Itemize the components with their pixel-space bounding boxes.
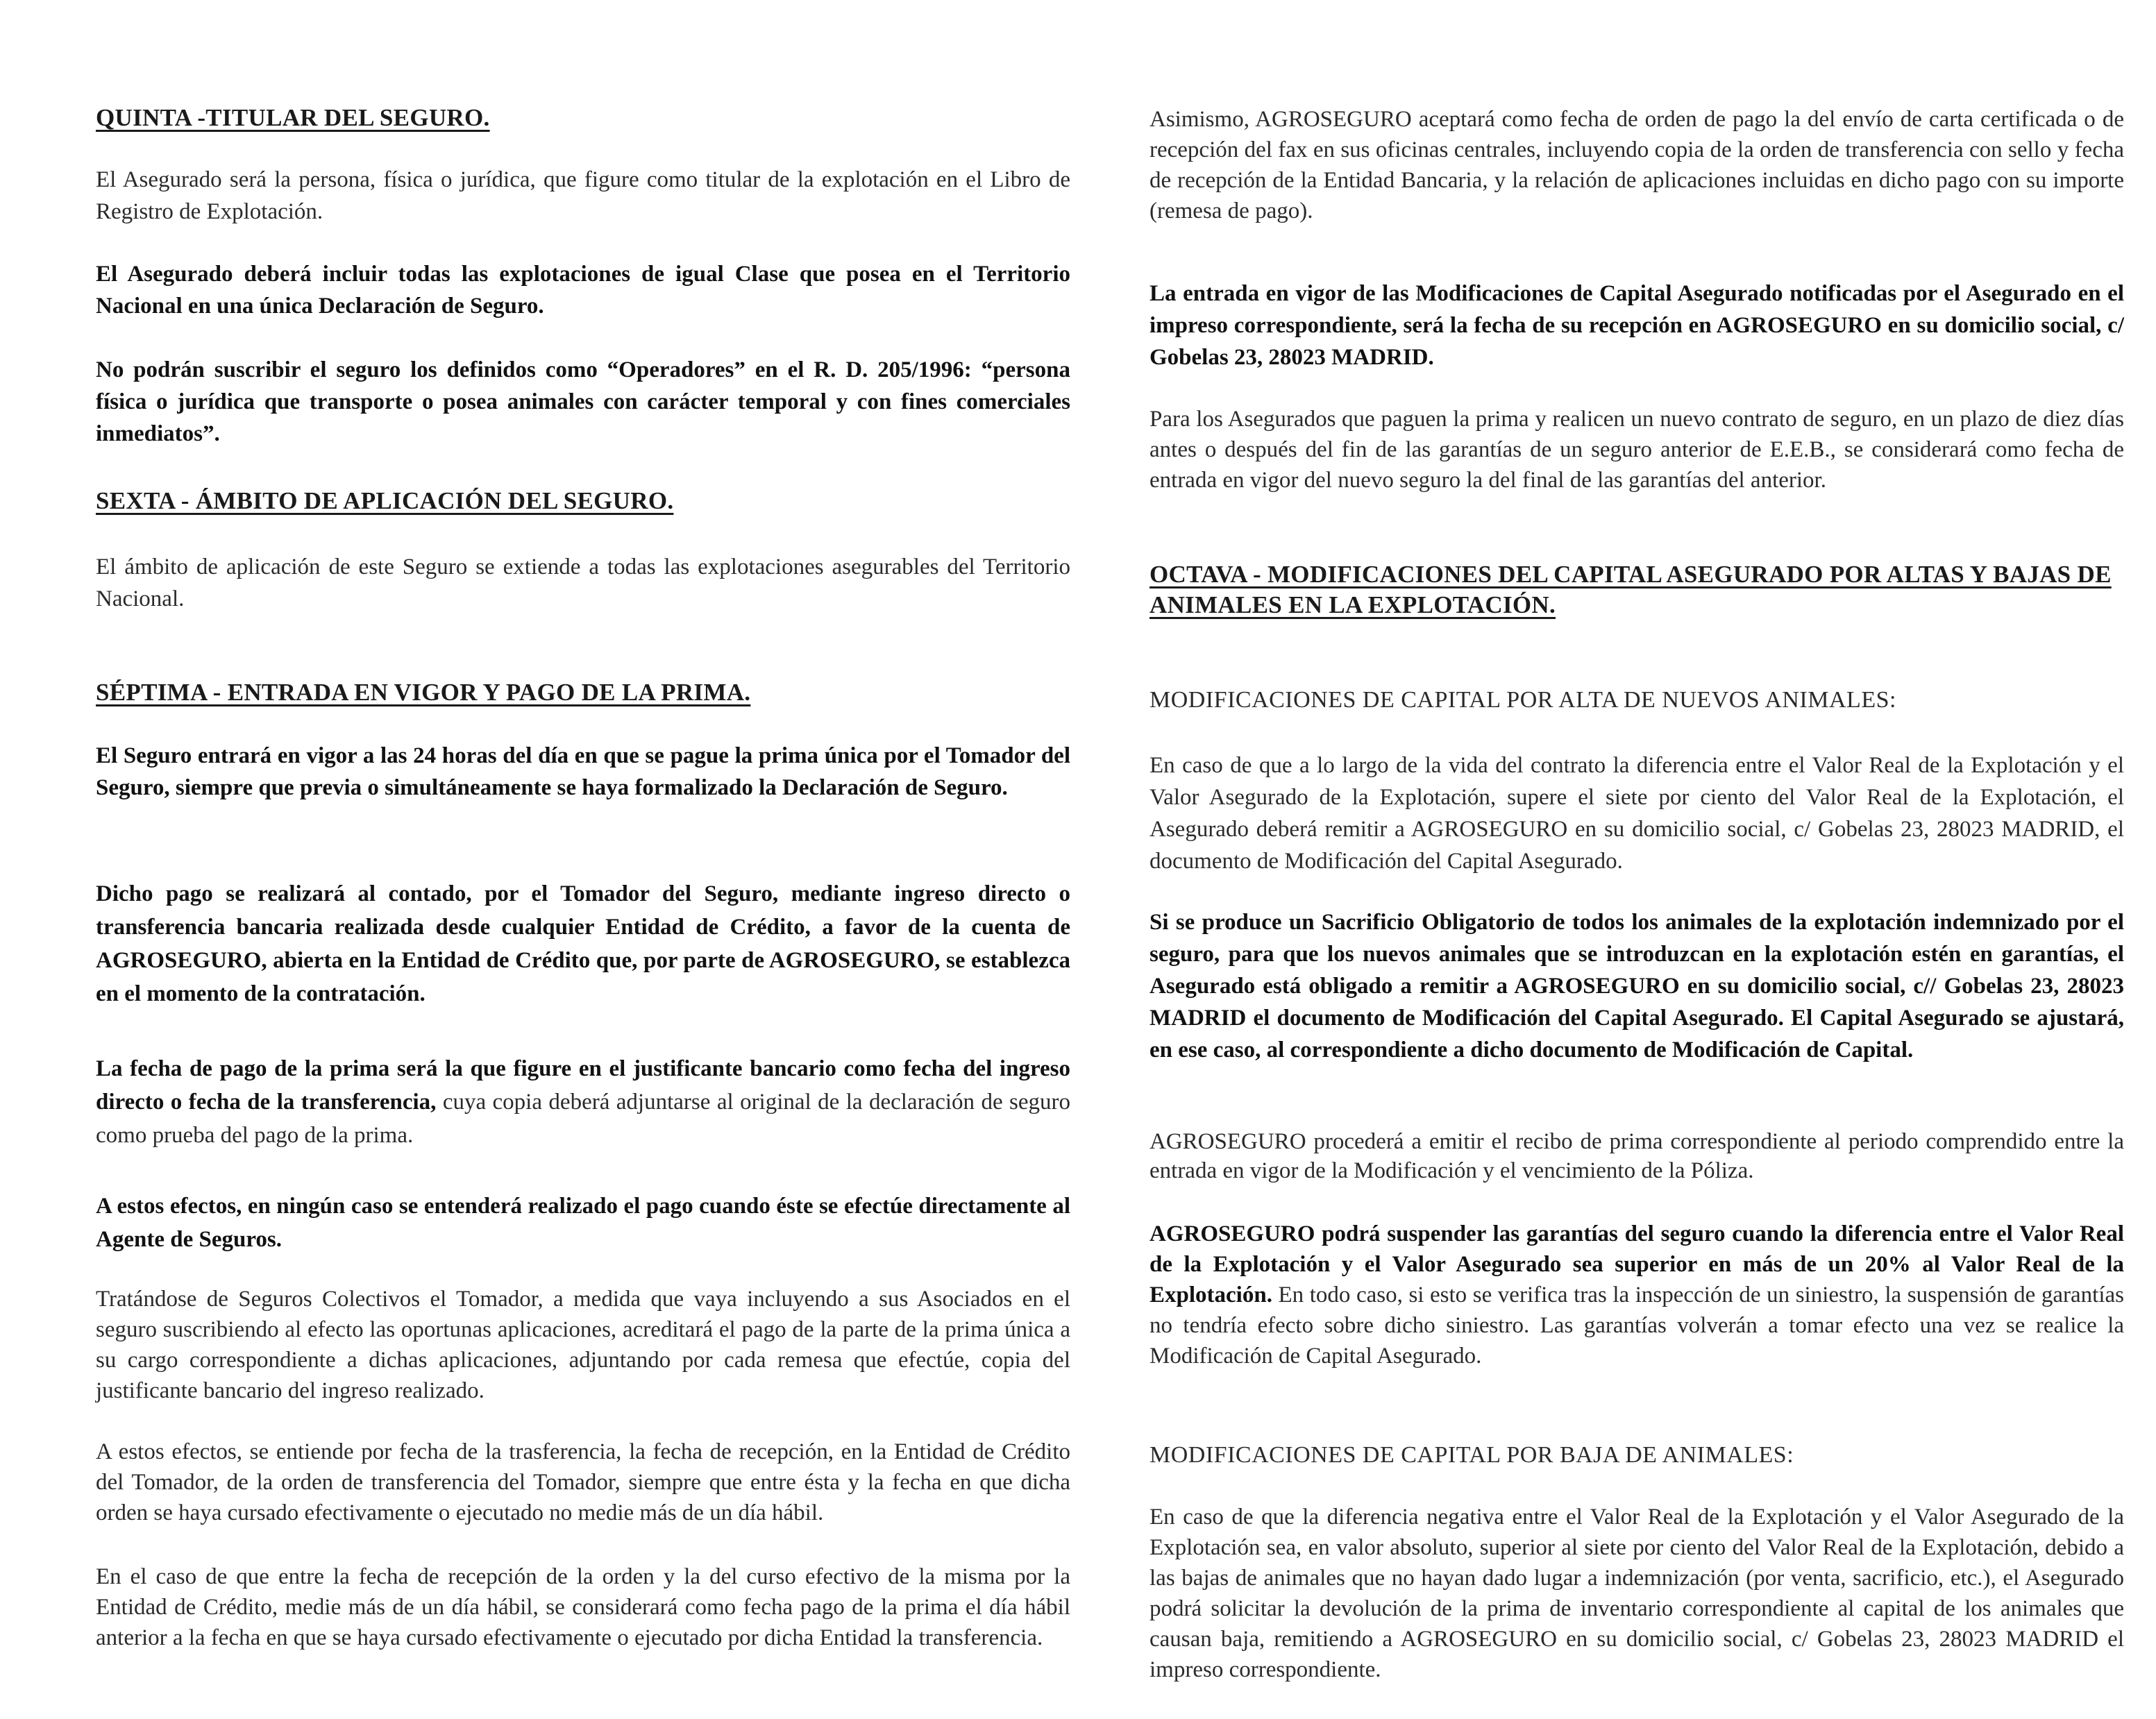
continuation-paragraph-3: Para los Asegurados que paguen la prima y realicen un nuevo contrato de seguro, en un plazo de diez días antes o después del fin de las garantías de un seguro anterior de E.E.B., se considerará como fecha de entrada en vigor del nuevo seguro la del final de las garantías del anterior. [1149, 407, 2124, 493]
octava-paragraph-3: AGROSEGURO procederá a emitir el recibo de prima correspondiente al periodo comprendido entre la entrada en vigor de la Modificación y el vencimiento de la Póliza. [1149, 1129, 2124, 1183]
septima-paragraph-1: El Seguro entrará en vigor a las 24 horas del día en que se pague la prima única por el Tomador del Seguro, siempre que previa o simultáneamente se haya formalizado la Declaración de Seguro. [96, 743, 1070, 800]
octava-subheading-altas: MODIFICACIONES DE CAPITAL POR ALTA DE NUEVOS ANIMALES: [1149, 687, 1896, 713]
septima-paragraph-7: En el caso de que entre la fecha de recepción de la orden y la del curso efectivo de la misma por la Entidad de Crédito, medie más de un día hábil, se considerará como fecha pago de la prima el día hábil anterior a la fecha en que se haya cursado efectivamente o ejecutado por dicha Entidad la transferencia. [96, 1564, 1070, 1650]
septima-paragraph-2: Dicho pago se realizará al contado, por el Tomador del Seguro, mediante ingreso directo o transferencia bancaria realizada desde cualquier Entidad de Crédito, a favor de la cuenta de AGROSEGURO, abierta en la Entidad de Crédito que, por parte de AGROSEGURO, se establezca en el momento de la contratación. [96, 881, 1070, 1006]
octava-subheading-bajas: MODIFICACIONES DE CAPITAL POR BAJA DE ANIMALES: [1149, 1442, 1794, 1468]
continuation-paragraph-1: Asimismo, AGROSEGURO aceptará como fecha de orden de pago la del envío de carta certificada o de recepción del fax en sus oficinas centrales, incluyendo copia de la orden de transferencia con sello y fecha de recepción de la Entidad Bancaria, y la relación de aplicaciones incluidas en dicho pago con su importe (remesa de pago). [1149, 107, 2124, 223]
septima-paragraph-4: A estos efectos, en ningún caso se entenderá realizado el pago cuando éste se efectúe directamente al Agente de Seguros. [96, 1194, 1070, 1252]
octava-paragraph-1: En caso de que a lo largo de la vida del contrato la diferencia entre el Valor Real de la Explotación y el Valor Asegurado de la Explotación, supere el siete por ciento del Valor Real de la Explotación, el Asegurado deberá remitir a AGROSEGURO en su domicilio social, c/ Gobelas 23, 28023 MADRID, el documento de Modificación del Capital Asegurado. [1149, 753, 2124, 874]
sexta-heading: SEXTA - ÁMBITO DE APLICACIÓN DEL SEGURO. [96, 487, 674, 514]
octava-paragraph-4-bold: AGROSEGURO podrá suspender las garantías del seguro cuando la diferencia entre el Valor Real de la Explotación y el Valor Asegurado sea superior en más de un 20% al Valor Real de la Explotación. [1149, 1221, 2124, 1307]
septima-paragraph-5: Tratándose de Seguros Colectivos el Tomador, a medida que vaya incluyendo a sus Asociados en el seguro suscribiendo al efecto las oportunas aplicaciones, acreditará el pago de la parte de la prima única a su cargo correspondiente a dichas aplicaciones, adjuntando por cada remesa que efectúe, copia del justificante bancario del ingreso realizado. [96, 1287, 1070, 1403]
septima-paragraph-3-bold: La fecha de pago de la prima será la que figure en el justificante bancario como fecha del ingreso directo o fecha de la transferencia, [96, 1056, 1070, 1115]
septima-heading: SÉPTIMA - ENTRADA EN VIGOR Y PAGO DE LA PRIMA. [96, 679, 751, 706]
quinta-paragraph-3: No podrán suscribir el seguro los definidos como “Operadores” en el R. D. 205/1996: “persona física o jurídica que transporte o posea animales con carácter temporal y con fines comerciales inmediatos”. [96, 357, 1070, 446]
octava-heading: OCTAVA - MODIFICACIONES DEL CAPITAL ASEGURADO POR ALTAS Y BAJAS DE ANIMALES EN LA EXPLOTACIÓN. [1149, 561, 2112, 618]
quinta-heading: QUINTA -TITULAR DEL SEGURO. [96, 104, 490, 131]
octava-paragraph-4-rest: En todo caso, si esto se verifica tras la inspección de un siniestro, la suspensión de garantías no tendría efecto sobre dicho siniestro. Las garantías volverán a tomar efecto una vez se realice la Modificación de Capital Asegurado. [1149, 1282, 2124, 1369]
septima-paragraph-3-rest: cuya copia deberá adjuntarse al original de la declaración de seguro como prueba del pago de la prima. [96, 1090, 1070, 1148]
septima-paragraph-3 [96, 1052, 1070, 1152]
octava-paragraph-5: En caso de que la diferencia negativa entre el Valor Real de la Explotación y el Valor Asegurado de la Explotación sea, en valor absoluto, superior al siete por ciento del Valor Real de la Explotación, debido a las bajas de animales que no hayan dado lugar a indemnización (por venta, sacrificio, etc.), el Asegurado podrá solicitar la devolución de la prima de inventario correspondiente al capital de los animales que causan baja, remitiendo a AGROSEGURO en su domicilio social, c/ Gobelas 23, 28023 MADRID el impreso correspondiente. [1149, 1505, 2124, 1682]
continuation-paragraph-2: La entrada en vigor de las Modificaciones de Capital Asegurado notificadas por el Asegurado en el impreso correspondiente, será la fecha de su recepción en AGROSEGURO en su domicilio social, c/ Gobelas 23, 28023 MADRID. [1149, 281, 2124, 370]
septima-paragraph-6: A estos efectos, se entiende por fecha de la trasferencia, la fecha de recepción, en la Entidad de Crédito del Tomador, de la orden de transferencia del Tomador, siempre que entre ésta y la fecha en que dicha orden se haya cursado efectivamente o ejecutado no medie más de un día hábil. [96, 1439, 1070, 1525]
octava-paragraph-2: Si se produce un Sacrificio Obligatorio de todos los animales de la explotación indemnizado por el seguro, para que los nuevos animales que se introduzcan en la explotación estén en garantías, el Asegurado está obligado a remitir a AGROSEGURO en su domicilio social, c// Gobelas 23, 28023 MADRID el documento de Modificación del Capital Asegurado. El Capital Asegurado se ajustará, en ese caso, al correspondiente a dicho documento de Modificación de Capital. [1149, 910, 2124, 1062]
octava-paragraph-4 [1149, 1219, 2124, 1371]
quinta-paragraph-2: El Asegurado deberá incluir todas las explotaciones de igual Clase que posea en el Territorio Nacional en una única Declaración de Seguro. [96, 262, 1070, 319]
quinta-paragraph-1: El Asegurado será la persona, física o jurídica, que figure como titular de la explotación en el Libro de Registro de Explotación. [96, 167, 1070, 224]
sexta-paragraph-1: El ámbito de aplicación de este Seguro se extiende a todas las explotaciones asegurables del Territorio Nacional. [96, 554, 1070, 611]
